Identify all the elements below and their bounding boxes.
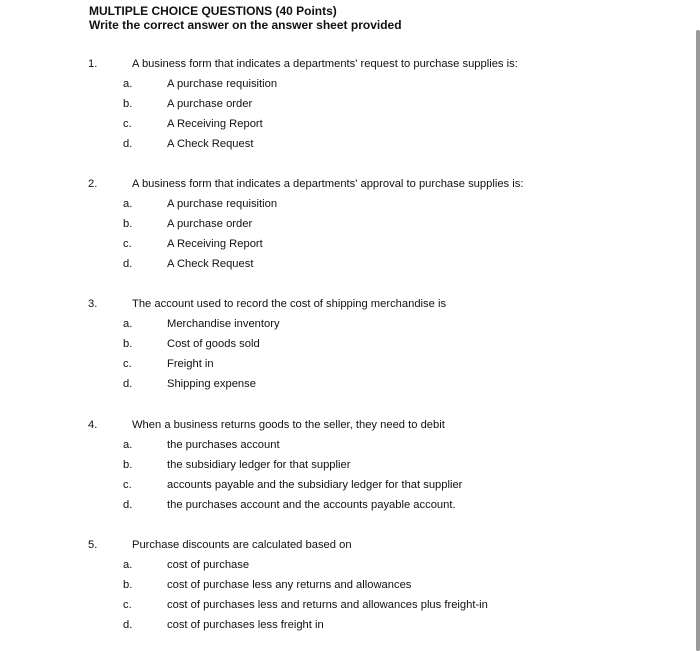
page-title: MULTIPLE CHOICE QUESTIONS (40 Points) [89,4,337,18]
question-number: 4. [88,419,98,431]
option-text: A purchase order [167,218,253,230]
option-text: A purchase requisition [167,198,278,210]
question-number: 5. [88,539,98,551]
scrollbar-thumb[interactable] [696,30,700,651]
option-letter: c. [123,238,132,250]
option-letter: c. [123,599,132,611]
option-letter: a. [123,559,133,571]
question-number: 2. [88,178,98,190]
vertical-scrollbar[interactable] [696,30,700,651]
option-text: the purchases account [167,439,280,451]
option-letter: a. [123,198,133,210]
option-letter: d. [123,138,133,150]
option-text: A Check Request [167,138,254,150]
option-text: cost of purchases less and returns and allowances plus freight-in [167,599,488,611]
option-letter: c. [123,358,132,370]
option-letter: a. [123,439,133,451]
option-letter: b. [123,579,133,591]
option-text: accounts payable and the subsidiary ledger for that supplier [167,479,463,491]
option-text: Cost of goods sold [167,338,260,350]
option-text: A Receiving Report [167,118,263,130]
question-number: 1. [88,58,98,70]
document-header [89,4,402,32]
option-text: A Receiving Report [167,238,263,250]
question-text: Purchase discounts are calculated based on [132,539,352,551]
option-letter: a. [123,78,133,90]
option-letter: d. [123,258,133,270]
question-number: 3. [88,298,98,310]
option-letter: d. [123,619,133,631]
option-text: Shipping expense [167,378,256,390]
question-text: A business form that indicates a departments' approval to purchase supplies is: [132,178,524,190]
option-letter: c. [123,118,132,130]
option-text: A purchase requisition [167,78,278,90]
option-text: the purchases account and the accounts payable account. [167,499,456,511]
option-letter: d. [123,499,133,511]
option-letter: b. [123,338,133,350]
page-subtitle: Write the correct answer on the answer sheet provided [89,18,402,32]
option-text: cost of purchases less freight in [167,619,324,631]
option-letter: b. [123,98,133,110]
option-text: cost of purchase [167,559,250,571]
option-text: cost of purchase less any returns and allowances [167,579,412,591]
option-text: the subsidiary ledger for that supplier [167,459,351,471]
question-text: When a business returns goods to the seller, they need to debit [132,419,445,431]
option-text: Merchandise inventory [167,318,280,330]
option-letter: b. [123,459,133,471]
option-letter: b. [123,218,133,230]
option-text: A Check Request [167,258,254,270]
option-text: A purchase order [167,98,253,110]
option-letter: a. [123,318,133,330]
question-text: A business form that indicates a departments' request to purchase supplies is: [132,58,518,70]
option-letter: c. [123,479,132,491]
option-letter: d. [123,378,133,390]
option-text: Freight in [167,358,214,370]
question-text: The account used to record the cost of shipping merchandise is [132,298,447,310]
